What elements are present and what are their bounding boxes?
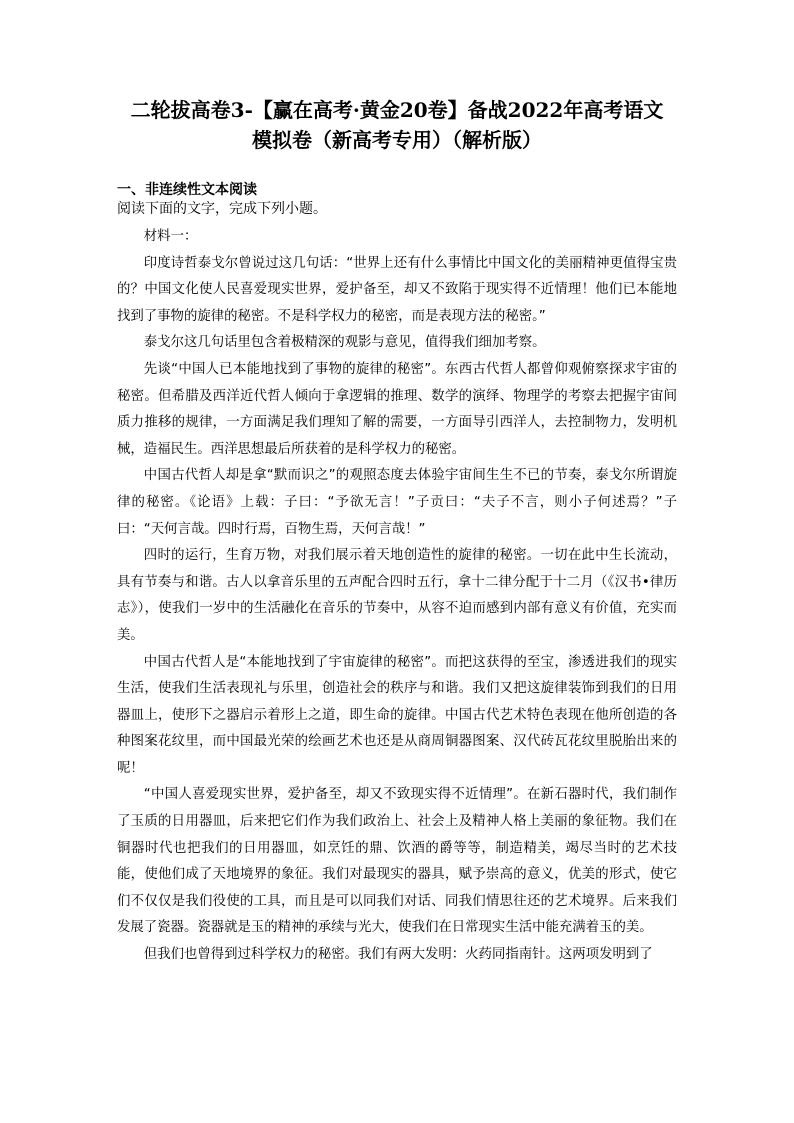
paragraph: 中国古代哲人却是拿“默而识之”的观照态度去体验宇宙间生生不已的节奏，泰戈尔所谓旋律的秘密。《论语》上载：子曰：“予欲无言！”子贡曰：“夫子不言，则小子何述焉？”子曰：“天何言哉。四时行焉，百物生焉，天何言哉！” xyxy=(117,468,677,537)
paragraph: 但我们也曾得到过科学权力的秘密。我们有两大发明：火药同指南针。这两项发明到了 xyxy=(143,947,653,963)
passage-body xyxy=(117,224,677,969)
paragraph: 四时的运行，生育万物，对我们展示着天地创造性的旋律的秘密。一切在此中生长流动，具有节奏与和谐。古人以拿音乐里的五声配合四时五行，拿十二律分配于十二月（《汉书•律历志》），使我们一岁中的生活融化在音乐的节奏中，从容不迫而感到内部有意义有价值，充实而美。 xyxy=(117,548,677,643)
reading-instruction: 阅读下面的文字，完成下列小题。 xyxy=(117,201,327,217)
paragraph: 印度诗哲泰戈尔曾说过这几句话：“世界上还有什么事情比中国文化的美丽精神更值得宝贵的？中国文化使人民喜爱现实世界，爱护备至，却又不致陷于现实得不近情理！他们已本能地找到了事物的旋律的秘密。不是科学权力的秘密，而是表现方法的秘密。” xyxy=(117,255,677,324)
paragraph: 泰戈尔这几句话里包含着极精深的观影与意见，值得我们细加考察。 xyxy=(143,335,546,351)
paragraph: “中国人喜爱现实世界，爱护备至，却又不致现实得不近情理”。在新石器时代，我们制作了玉质的日用器皿，后来把它们作为我们政治上、社会上及精神人格上美丽的象征物。我们在铜器时代也把我们的日用器皿，如烹饪的鼎、饮酒的爵等等，制造精美，竭尽当时的艺术技能，使他们成了天地境界的象征。我们对最现实的器具，赋予崇高的意义，优美的形式，使它们不仅仅是我们役使的工具，而且是可以同我们对话、同我们情思往还的艺术境界。后来我们发展了瓷器。瓷器就是玉的精神的承续与光大，使我们在日常现实生活中能充满着玉的美。 xyxy=(117,787,677,936)
document-title-line-1: 二轮拔高卷3-【赢在高考·黄金20卷】备战2022年高考语文 xyxy=(130,98,664,122)
paragraph-material-label: 材料一： xyxy=(143,229,198,244)
document-title-line-2: 模拟卷（新高考专用）（解析版） xyxy=(252,128,542,152)
paragraph: 先谈“中国人已本能地找到了事物的旋律的秘密”。东西古代哲人都曾仰观俯察探求宇宙的秘密。但希腊及西洋近代哲人倾向于拿逻辑的推理、数学的演绎、物理学的考察去把握宇宙间质力推移的规律，一方面满足我们理知了解的需要，一方面导引西洋人，去控制物力，发明机械，造福民生。西洋思想最后所获着的是科学权力的秘密。 xyxy=(117,361,677,457)
section-heading: 一、非连续性文本阅读 xyxy=(117,182,257,198)
paragraph: 中国古代哲人是“本能地找到了宇宙旋律的秘密”。而把这获得的至宝，渗透进我们的现实生活，使我们生活表现礼与乐里，创造社会的秩序与和谐。我们又把这旋律装饰到我们的日用器皿上，使形下之器启示着形上之道，即生命的旋律。中国古代艺术特色表现在他所创造的各种图案花纹里，而中国最光荣的绘画艺术也还是从商周铜器图案、汉代砖瓦花纹里脱胎出来的呢！ xyxy=(117,654,677,776)
